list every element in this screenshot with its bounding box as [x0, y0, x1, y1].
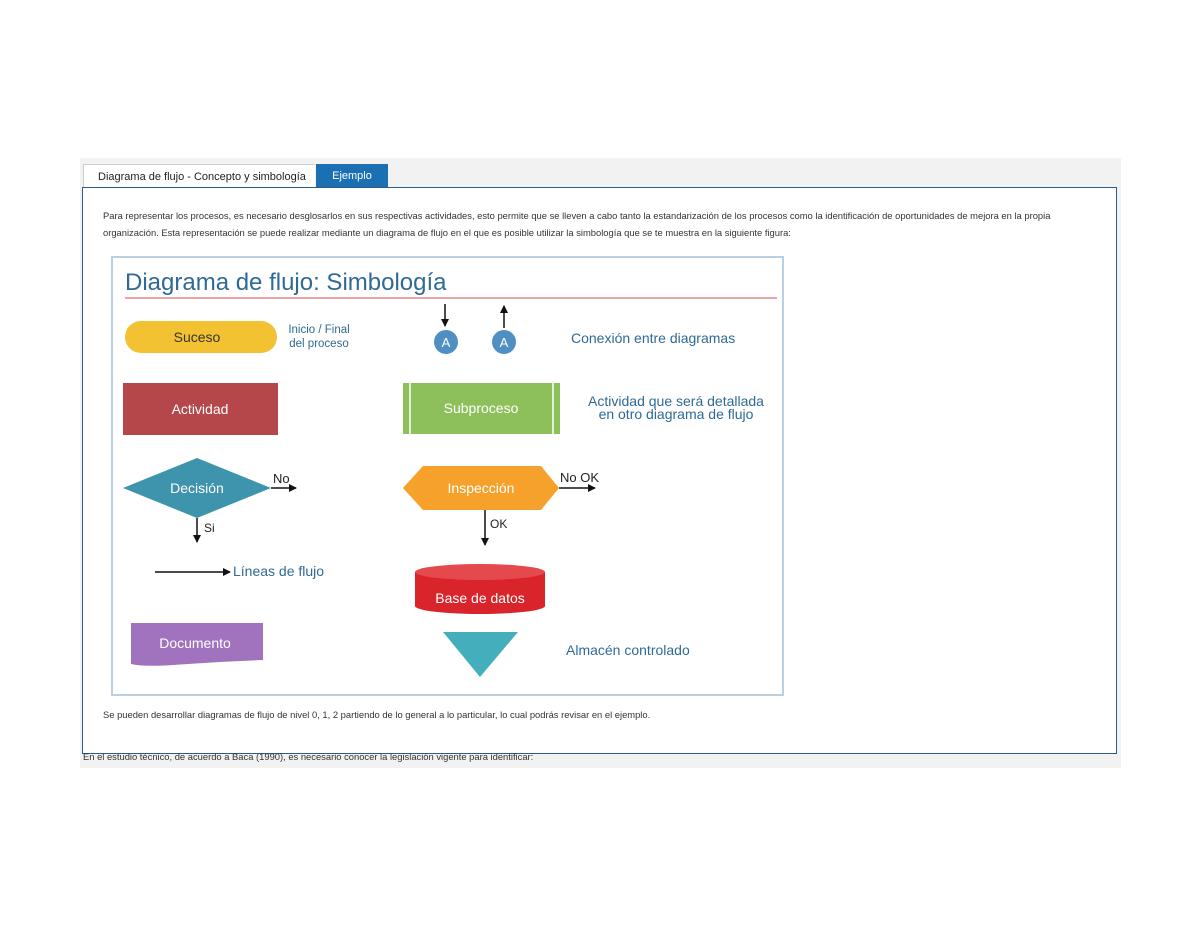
symbology-diagram: [113, 258, 782, 694]
documento-label: Documento: [159, 635, 231, 651]
tab-example[interactable]: Ejemplo: [316, 164, 388, 189]
suceso-desc-1: Inicio / Final: [288, 324, 350, 336]
continuation-text: En el estudio técnico, de acuerdo a Baca (1990), es necesario conocer la legislación vigente para identificar:: [83, 751, 534, 762]
database-top: [415, 564, 545, 580]
decision-label: Decisión: [170, 480, 224, 496]
inspeccion-label: Inspección: [447, 480, 515, 496]
figure-title: Diagrama de flujo: Simbología: [125, 269, 447, 296]
subproceso-desc-1: Actividad que será detallada: [588, 393, 764, 409]
symbology-figure: [111, 256, 784, 696]
database-label: Base de datos: [435, 590, 525, 606]
connector-letter-in: A: [441, 335, 451, 350]
intro-paragraph: Para representar los procesos, es necesario desglosarlos en sus respectivas actividades, esto permite que se lleven a cabo tanto la estandarización de los procesos como la identificación de oportunidades de mejora en la propia organización. Esta representación se puede realizar mediante un diagrama de flujo en el que es posible utilizar la simbología que se te muestra en la siguiente figura:: [103, 210, 1051, 238]
almacen-shape: [443, 632, 518, 677]
tab-concept[interactable]: Diagrama de flujo - Concepto y simbología: [83, 164, 315, 189]
suceso-label: Suceso: [173, 329, 221, 345]
flow-line-label: Líneas de flujo: [233, 563, 325, 579]
subproceso-label: Subproceso: [443, 400, 519, 416]
inspeccion-nook-label: No OK: [560, 470, 600, 485]
tab-content: [82, 187, 1117, 754]
subproceso-desc-2: en otro diagrama de flujo: [598, 406, 754, 422]
connector-desc: Conexión entre diagramas: [571, 330, 736, 346]
decision-no-label: No: [273, 471, 290, 486]
inspeccion-ok-label: OK: [490, 517, 508, 531]
actividad-label: Actividad: [171, 401, 229, 417]
decision-si-label: Si: [204, 521, 215, 535]
outro-paragraph: Se pueden desarrollar diagramas de flujo de nivel 0, 1, 2 partiendo de lo general a lo particular, lo cual podrás revisar en el ejemplo.: [103, 709, 651, 720]
connector-letter-out: A: [499, 335, 509, 350]
suceso-desc-2: del proceso: [289, 338, 349, 350]
almacen-label: Almacén controlado: [566, 642, 690, 658]
